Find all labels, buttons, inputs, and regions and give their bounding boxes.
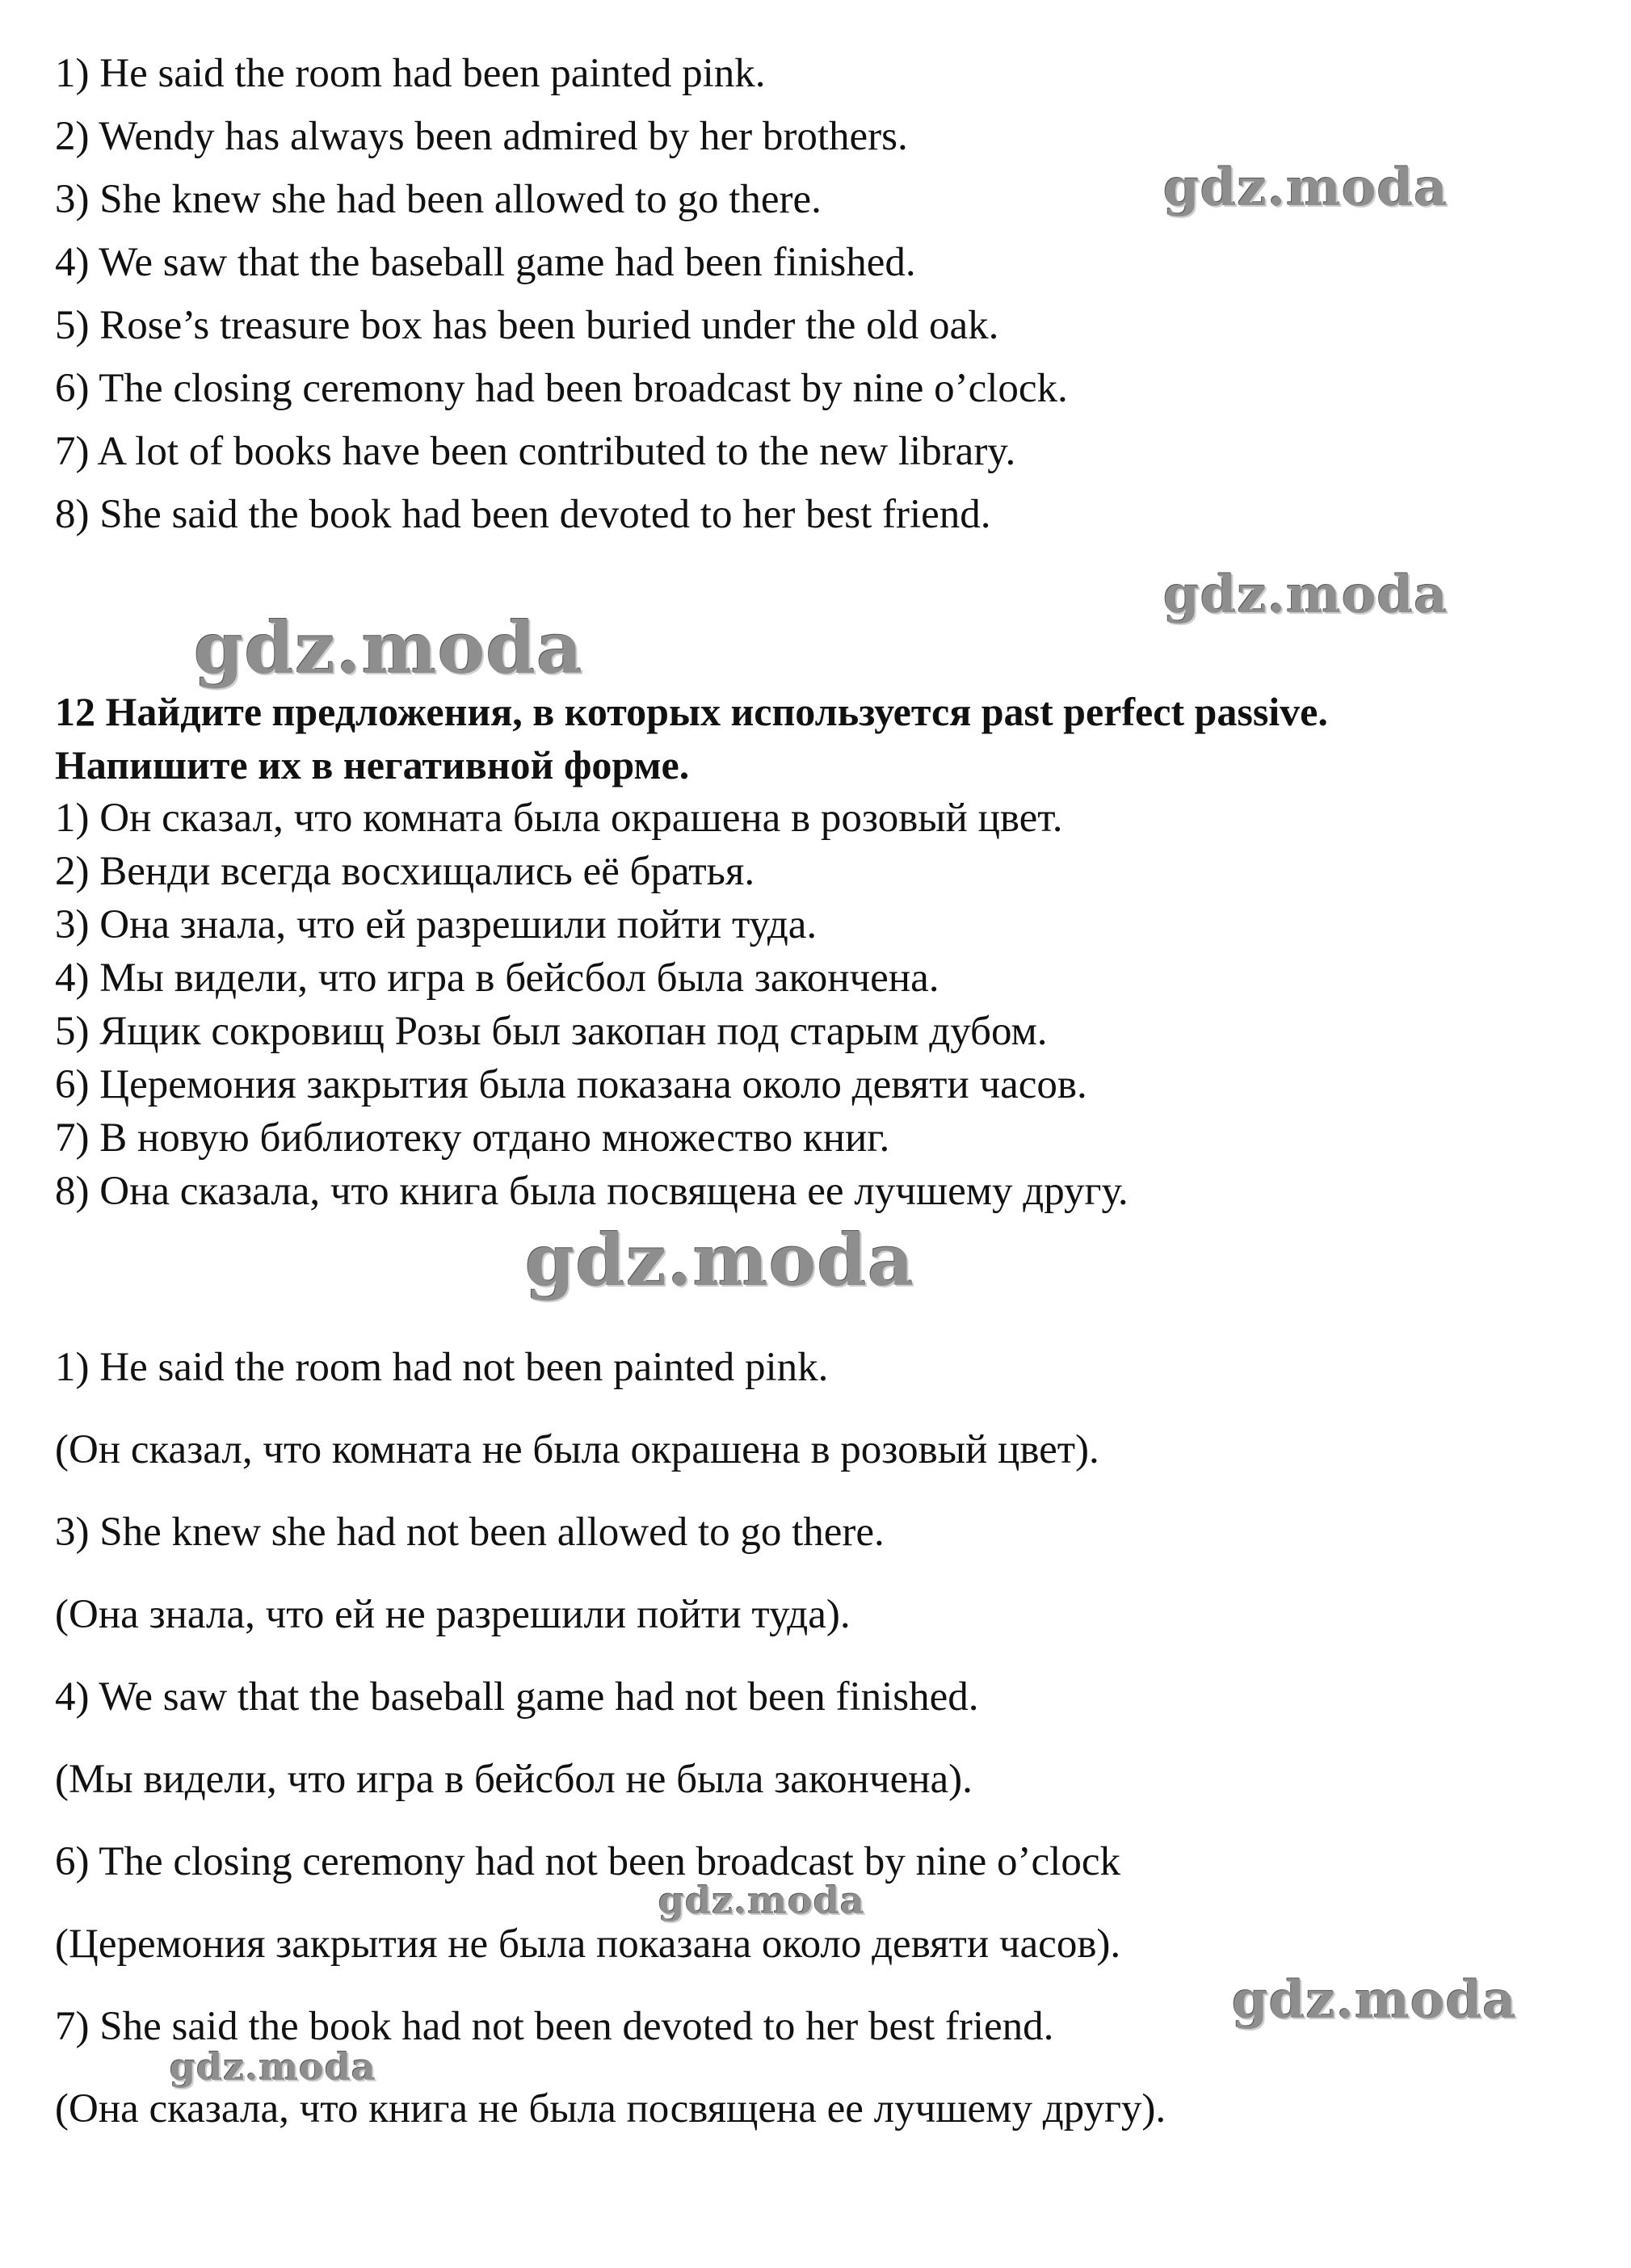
watermark: gdz.moda (1163, 565, 1448, 625)
answer-1-en: 1) He said the room had not been painted pink. (55, 1345, 829, 1390)
sentence-4: 4) We saw that the baseball game had been finished. (55, 240, 916, 285)
watermark: gdz.moda (1163, 158, 1448, 218)
task-item-2: 2) Венди всегда восхищались её братья. (55, 849, 755, 894)
task-item-6: 6) Церемония закрытия была показана около девяти часов. (55, 1062, 1087, 1107)
answer-1-ru: (Он сказал, что комната не была окрашена в розовый цвет). (55, 1427, 1099, 1472)
sentence-7: 7) A lot of books have been contributed to the new library. (55, 429, 1016, 474)
sentence-1: 1) He said the room had been painted pink. (55, 51, 766, 96)
sentence-8: 8) She said the book had been devoted to her best friend. (55, 492, 991, 537)
answer-3-en: 4) We saw that the baseball game had not been finished. (55, 1674, 979, 1720)
answer-3-ru: (Мы видели, что игра в бейсбол не была закончена). (55, 1757, 973, 1802)
answer-2-en: 3) She knew she had not been allowed to go there. (55, 1510, 885, 1555)
task-item-8: 8) Она сказала, что книга была посвящена ее лучшему другу. (55, 1169, 1129, 1214)
sentence-3: 3) She knew she had been allowed to go there. (55, 177, 822, 222)
answer-4-en: 6) The closing ceremony had not been broadcast by nine o’clock (55, 1839, 1120, 1884)
watermark: gdz.moda (170, 2045, 376, 2089)
sentence-6: 6) The closing ceremony had been broadcast by nine o’clock. (55, 366, 1068, 411)
watermark: gdz.moda (658, 1879, 865, 1922)
watermark: gdz.moda (194, 606, 584, 690)
watermark: gdz.moda (525, 1218, 915, 1302)
task-item-5: 5) Ящик сокровищ Розы был закопан под старым дубом. (55, 1009, 1048, 1054)
task-heading-line-2: Напишите их в негативной форме. (55, 742, 690, 788)
task-heading-line-1: 12 Найдите предложения, в которых используется past perfect passive. (55, 689, 1328, 734)
answer-2-ru: (Она знала, что ей не разрешили пойти туда). (55, 1592, 851, 1637)
answer-4-ru: (Церемония закрытия не была показана около девяти часов). (55, 1922, 1121, 1967)
sentence-2: 2) Wendy has always been admired by her brothers. (55, 114, 908, 159)
answer-5-en: 7) She said the book had not been devoted to her best friend. (55, 2004, 1054, 2049)
task-item-1: 1) Он сказал, что комната была окрашена в розовый цвет. (55, 796, 1063, 841)
answer-5-ru: (Она сказала, что книга не была посвящена ее лучшему другу). (55, 2086, 1167, 2132)
watermark: gdz.moda (1232, 1970, 1517, 2031)
task-item-7: 7) В новую библиотеку отдано множество книг. (55, 1115, 890, 1161)
task-item-4: 4) Мы видели, что игра в бейсбол была закончена. (55, 956, 940, 1001)
sentence-5: 5) Rose’s treasure box has been buried under the old oak. (55, 303, 999, 348)
task-item-3: 3) Она знала, что ей разрешили пойти туда. (55, 902, 818, 947)
